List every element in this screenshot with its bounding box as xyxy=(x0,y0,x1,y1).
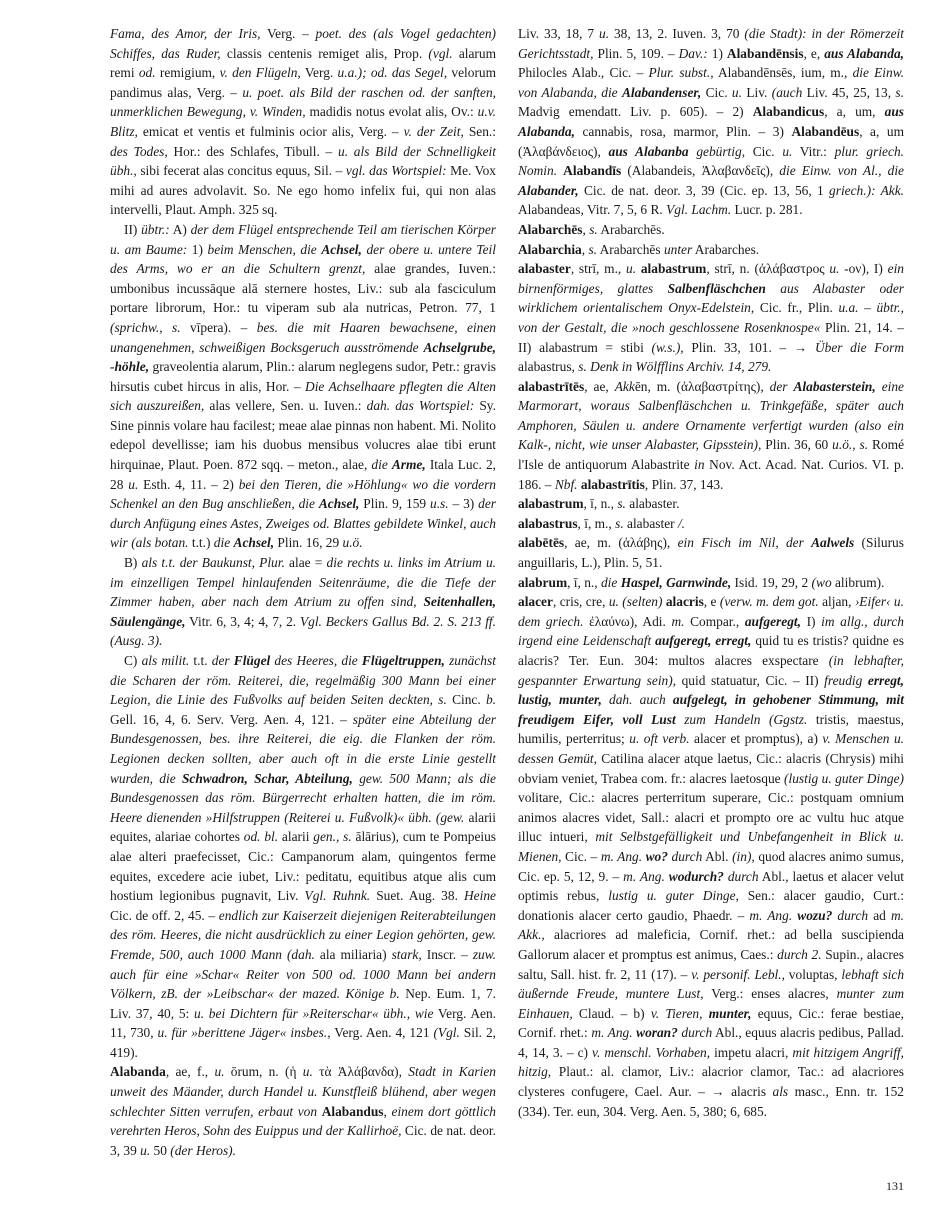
entry-paragraph: II) übtr.: A) der dem Flügel entsprechende Teil am tierischen Körper u. am Baume: 1) beim Menschen, die Achsel, der obere u. untere Teil des Arms, wo er an die Schultern grenzt, alae grandes, Iuven.: umbonibus incussāque alā sternere hostes, Liv.: sub ala fasciculum portare librorum, Hor.: tu viperam sub ala nutricas, Petron. 77, 1 (sprichw., s. vīpera). – bes. die mit Haaren bewachsene, einen unangenehmen, schweißigen Bocksgeruch ausströmende Achselgrube, -höhle, graveolentia alarum, Plin.: alarum neglegens sudor, Petr.: gravis hirsutis cubet hircus in alis, Hor. – Die Achselhaare pflegten die Alten sich auszureißen, alas vellere, Sen. u. Iuven.: dah. das Wortspiel: Sy. Sine pinnis volare hau facilest; meae alae pinnas non habent. Mi. Nolito edepol devellisse; iam his duobus mensibus volucres alae tibi erunt hirquinae, Plaut. Poen. 872 sqq. – meton., alae, die Arme, Itala Luc. 2, 28 u. Esth. 4, 11. – 2) bei den Tieren, die »Höhlung« wo die vordern Schenkel an den Bug anschließen, die Achsel, Plin. 9, 159 u.s. – 3) der durch Anfügung eines Astes, Zweiges od. Blattes gebildete Winkel, auch wir (als botan. t.t.) die Achsel, Plin. 16, 29 u.ö. xyxy=(110,221,496,551)
entry-paragraph: alabētēs, ae, m. (ἀλάβης), ein Fisch im Nil, der Aalwels (Silurus anguillaris, L.), Plin. 5, 51. xyxy=(518,535,904,571)
entry-paragraph: B) als t.t. der Baukunst, Plur. alae = die rechts u. links im Atrium u. im einzelligen Tempel hinlaufenden Seitenräume, die die Tiefe der Zimmer haben, aber nach dem Atrium zu offen sind, Seitenhallen, Säulengänge, Vitr. 6, 3, 4; 4, 7, 2. Vgl. Beckers Gallus Bd. 2. S. 213 ff. (Ausg. 3). xyxy=(110,555,496,649)
left-column xyxy=(110,24,496,1160)
entry-paragraph: Fama, des Amor, der Iris, Verg. – poet. des (als Vogel gedachten) Schiffes, das Ruder, classis centenis remiget alis, Prop. (vgl. alarum remi od. remigium, v. den Flügeln, Verg. u.a.); od. das Segel, velorum pandimus alas, Verg. – u. poet. als Bild der raschen od. der sanften, unmerklichen Bewegung, v. Winden, madidis notus evolat alis, Ov.: u.v. Blitz, emicat et ventis et fulminis ocior alis, Verg. – v. der Zeit, Sen.: des Todes, Hor.: des Schlafes, Tibull. – u. als Bild der Schnelligkeit übh., sibi fecerat alas concitus equus, Sil. – vgl. das Wortspiel: Me. Vox mihi ad aures advolavit. So. Ne ego homo infelix fui, qui non alas intervelli, Plaut. Amph. 325 sq. xyxy=(110,26,497,218)
entry-paragraph: alabrum, ī, n., die Haspel, Garnwinde, Isid. 19, 29, 2 (wo alibrum). xyxy=(518,574,885,590)
entry-paragraph: alabastrītēs, ae, Akkēn, m. (ἀλαβαστρίτης), der Alabasterstein, eine Marmorart, woraus Salbenfläschchen u. Trinkgefäße, später auch Amphoren, Säulen u. andere Ornamente verfertigt wurden (also ein Kalk-, nicht, wie unser Alabaster, Gipsstein), Plin. 36, 60 u.ö., s. Romé l'Isle de antiquorum Alabastrite in Nov. Act. Acad. Nat. Curios. VI. p. 186. – Nbf. alabastrītis, Plin. 37, 143. xyxy=(518,378,905,492)
page-number: 131 xyxy=(886,1179,904,1193)
right-column xyxy=(518,24,904,1121)
entry-paragraph: C) als milit. t.t. der Flügel des Heeres, die Flügeltruppen, zunächst die Scharen der röm. Reiterei, die, regelmäßig 300 Mann bei einer Legion, die Linie des Fußvolks auf beiden Seiten deckten, s. Cinc. b. Gell. 16, 4, 6. Serv. Verg. Aen. 4, 121. – später eine Abteilung der Bundesgenossen, bes. ihre Reiterei, die eig. die Flanken der röm. Legionen decken sollten, aber auch oft in die erste Linie gestellt wurden, die Schwadron, Schar, Abteilung, gew. 500 Mann; als die Bundesgenossen das röm. Bürgerrecht erhalten hatten, die im röm. Heere dienenden »Hilfstruppen (Reiterei u. Fußvolk)« übh. (gew. alarii equites, alariae cohortes od. bl. alarii gen., s. ālārius), cum te Pompeius alae alteri praefecisset, Cic.: Campanorum alam, quingentos ferme equites, excedere acie iubet, Liv.: peditatu, equitibus atque alis cum hostium legionibus pugnavit, Liv. Vgl. Ruhnk. Suet. Aug. 38. Heine Cic. de off. 2, 45. – endlich zur Kaiserzeit diejenigen Reiterabteilungen des röm. Heeres, die nicht ausdrücklich zu einer Legion gehörten, gew. Fremde, 500, auch 1000 Mann (dah. ala miliaria) stark, Inscr. – zuw. auch für eine »Schar« Reiter von 500 od. 1000 Mann bei andern Völkern, zB. der »Leibschar« der mazed. Könige b. Nep. Eum. 1, 7. Liv. 37, 40, 5: u. bei Dichtern für »Reiterschar« übh., wie Verg. Aen. 11, 730, u. für »berittene Jäger« insbes., Verg. Aen. 4, 121 (Vgl. Sil. 2, 419). xyxy=(110,653,497,1060)
entry-paragraph: Alabarchēs, s. Arabarchēs. xyxy=(518,221,665,237)
entry-paragraph: Liv. 33, 18, 7 u. 38, 13, 2. Iuven. 3, 70 (die Stadt): in der Römerzeit Gerichtsstadt, Plin. 5, 109. – Dav.: 1) Alabandēnsis, e, aus Alabanda, Philocles Alab., Cic. – Plur. subst., Alabandēnsēs, ium, m., die Einw. von Alabanda, die Alabandenser, Cic. u. Liv. (auch Liv. 45, 25, 13, s. Madvig emendatt. Liv. p. 605). – 2) Alabandicus, a, um, aus Alabanda, cannabis, rosa, marmor, Plin. – 3) Alabandēus, a, um (Ἀλαβάνδειος), aus Alabanba gebürtig, Cic. u. Vitr.: plur. griech. Nomin. Alabandīs (Alabandeis, Ἀλαβανδεῖς), die Einw. von Al., die Alabander, Cic. de nat. deor. 3, 39 (Cic. ep. 13, 56, 1 griech.): Akk. Alabandeas, Vitr. 7, 5, 6 R. Vgl. Lachm. Lucr. p. 281. xyxy=(518,26,905,218)
entry-paragraph: alabaster, strī, m., u. alabastrum, strī, n. (ἀλάβαστρος u. -ον), I) ein birnenförmiges, glattes Salbenfläschchen aus Alabaster oder wirklichem orientalischem Onyx-Edelstein, Cic. fr., Plin. u.a. – übtr., von der Gestalt, die »noch geschlossene Rosenknospe« Plin. 21, 14. – II) alabastrum = stibi (w.s.), Plin. 33, 101. – → Über die Form alabastrus, s. Denk in Wölfflins Archiv. 14, 279. xyxy=(518,261,905,375)
entry-paragraph: alacer, cris, cre, u. (selten) alacris, e (verw. m. dem got. aljan, ›Eifer‹ u. dem griech. ἐλαύνω), Adi. m. Compar., aufgeregt, I) im allg., durch irgend eine Leidenschaft aufgeregt, erregt, quid tu es tristis? quidne es alacris? Ter. Eun. 304: multos alacres exspectare (in lebhafter, gespannter Erwartung sein), quid statuatur, Cic. – II) freudig erregt, lustig, munter, dah. auch aufgelegt, in gehobener Stimmung, mit freudigem Eifer, voll Lust zum Handeln (Ggstz. tristis, maestus, humilis, perterritus; u. oft verb. alacer et promptus), a) v. Menschen u. dessen Gemüt, Catilina alacer atque laetus, Cic.: alacris (Chrysis) mihi obviam veniet, Trabea com. fr.: alacres laetosque (lustig u. guter Dinge) volitare, Cic.: alacres perterritum superare, Cic.: postquam omnium animos alacres videt, Sall.: alacri et prompto ore ac vultu huc atque illuc intueri, mit Selbstgefälligkeit und Unbefangenheit in Blick u. Mienen, Cic. – m. Ang. wo? durch Abl. (in), quod alacres animo sumus, Cic. ep. 5, 12, 9. – m. Ang. wodurch? durch Abl., laetus et alacer velut optimis rebus, lustig u. guter Dinge, Sen.: alacer gaudio, Curt.: donationis alacer certo gaudio, Phaedr. – m. Ang. wozu? durch ad m. Akk., alacriores ad maleficia, Cornif. rhet.: ad bella suscipienda Gallorum alacer et promptus est animus, Caes.: durch 2. Supin., alacres saltu, Sall. hist. fr. 2, 11 (17). – v. personif. Lebl., voluptas, lebhaft sich äußernde Freude, muntere Lust, Verg.: enses alacres, munter zum Einhauen, Claud. – b) v. Tieren, munter, equus, Cic.: ferae bestiae, Cornif. rhet.: m. Ang. woran? durch Abl., equus alacris pedibus, Pallad. 4, 14, 3. – c) v. menschl. Vorhaben, impetu alacri, mit hitzigem Angriff, hitzig, Plaut.: al. clamor, Liv.: alacrior clamor, Tac.: ad alacriores clysteres confugere, Cael. Aur. – → alacris als masc., Enn. tr. 152 (334). Ter. eun, 304. Verg. Aen. 5, 380; 6, 685. xyxy=(518,594,905,1119)
entry-paragraph: alabastrus, ī, m., s. alabaster /. xyxy=(518,515,686,531)
entry-paragraph: Alabanda, ae, f., u. ōrum, n. (ἡ u. τὰ Ἀλάβανδα), Stadt in Karien unweit des Mäander, durch Handel u. Kunstfleiß blühend, aber wegen schlechter Sitten verrufen, erbaut von Alabandus, einem dort göttlich verehrten Heros, Sohn des Euippus und der Kallirhoë, Cic. de nat. deor. 3, 39 u. 50 (der Heros). xyxy=(110,1064,496,1158)
entry-paragraph: alabastrum, ī, n., s. alabaster. xyxy=(518,496,680,512)
entry-paragraph: Alabarchia, s. Arabarchēs unter Arabarches. xyxy=(518,241,760,257)
